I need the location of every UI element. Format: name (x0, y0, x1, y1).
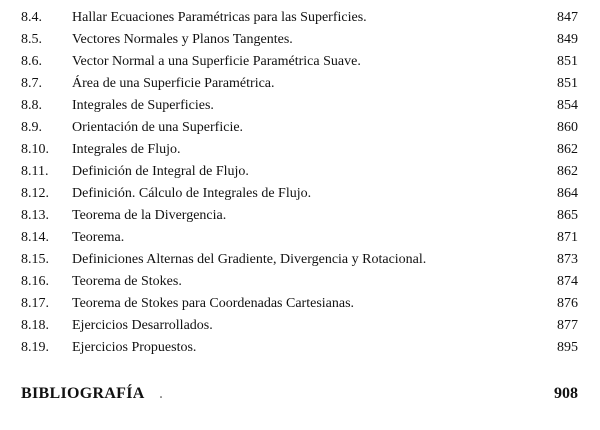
toc-entry-number: 8.6. (21, 54, 42, 69)
toc-entry (0, 95, 600, 117)
toc-entry (0, 139, 600, 161)
toc-entry-title: Teorema. (72, 230, 125, 245)
toc-entry-title: Definición de Integral de Flujo. (72, 164, 249, 179)
bibliography-entry (0, 381, 600, 407)
toc-entry-page-number: 873 (557, 252, 578, 267)
toc-entry-title: Vectores Normales y Planos Tangentes. (72, 32, 293, 47)
toc-entry (0, 205, 600, 227)
toc-entry-number: 8.17. (21, 296, 49, 311)
toc-entry-page-number: 849 (557, 32, 578, 47)
toc-entry-page-number: 851 (557, 76, 578, 91)
toc-entry (0, 7, 600, 29)
toc-entry (0, 315, 600, 337)
toc-entry-title: Teorema de Stokes. (72, 274, 182, 289)
toc-entry (0, 293, 600, 315)
toc-entry-page-number: 862 (557, 142, 578, 157)
toc-entry-title: Hallar Ecuaciones Paramétricas para las Superficies. (72, 10, 367, 25)
toc-entry-number: 8.12. (21, 186, 49, 201)
toc-entry-number: 8.13. (21, 208, 49, 223)
toc-entry-page-number: 874 (557, 274, 578, 289)
toc-entry-title: Orientación de una Superficie. (72, 120, 244, 135)
toc-entry-number: 8.16. (21, 274, 49, 289)
bibliography-dot: . (159, 385, 163, 402)
toc-entry-page-number: 854 (557, 98, 578, 113)
toc-entry-title: Teorema de la Divergencia. (72, 208, 227, 223)
toc-entry-title: Integrales de Flujo. (72, 142, 181, 157)
toc-entry-title: Vector Normal a una Superficie Paramétrica Suave. (72, 54, 361, 69)
toc-entry-number: 8.11. (21, 164, 49, 179)
table-of-contents (0, 7, 600, 359)
toc-entry-title: Definición. Cálculo de Integrales de Flujo. (72, 186, 312, 201)
toc-entry-number: 8.15. (21, 252, 49, 267)
toc-entry (0, 249, 600, 271)
toc-entry-title: Teorema de Stokes para Coordenadas Cartesianas. (72, 296, 355, 311)
toc-entry (0, 183, 600, 205)
toc-entry-number: 8.18. (21, 318, 49, 333)
toc-entry-page-number: 862 (557, 164, 578, 179)
toc-entry-number: 8.5. (21, 32, 42, 47)
toc-entry-page-number: 876 (557, 296, 578, 311)
toc-entry (0, 73, 600, 95)
toc-entry (0, 227, 600, 249)
toc-entry-number: 8.9. (21, 120, 42, 135)
toc-entry (0, 117, 600, 139)
toc-entry (0, 29, 600, 51)
toc-entry (0, 51, 600, 73)
toc-entry-page-number: 851 (557, 54, 578, 69)
toc-entry (0, 337, 600, 359)
toc-entry-title: Ejercicios Desarrollados. (72, 318, 213, 333)
bibliography-title: BIBLIOGRAFÍA (21, 385, 145, 402)
toc-entry-title: Área de una Superficie Paramétrica. (72, 76, 275, 91)
toc-entry-page-number: 860 (557, 120, 578, 135)
toc-entry-page-number: 864 (557, 186, 578, 201)
toc-entry (0, 271, 600, 293)
toc-entry-page-number: 847 (557, 10, 578, 25)
toc-entry-page-number: 871 (557, 230, 578, 245)
toc-entry-page-number: 877 (557, 318, 578, 333)
toc-entry-title: Ejercicios Propuestos. (72, 340, 197, 355)
toc-entry-number: 8.14. (21, 230, 49, 245)
toc-entry-page-number: 895 (557, 340, 578, 355)
toc-entry-number: 8.4. (21, 10, 42, 25)
bibliography-page-number: 908 (554, 385, 578, 402)
toc-entry-number: 8.19. (21, 340, 49, 355)
toc-entry-number: 8.10. (21, 142, 49, 157)
toc-entry-number: 8.7. (21, 76, 42, 91)
toc-entry-number: 8.8. (21, 98, 42, 113)
toc-entry (0, 161, 600, 183)
toc-entry-title: Definiciones Alternas del Gradiente, Divergencia y Rotacional. (72, 252, 427, 267)
toc-entry-title: Integrales de Superficies. (72, 98, 214, 113)
toc-entry-page-number: 865 (557, 208, 578, 223)
